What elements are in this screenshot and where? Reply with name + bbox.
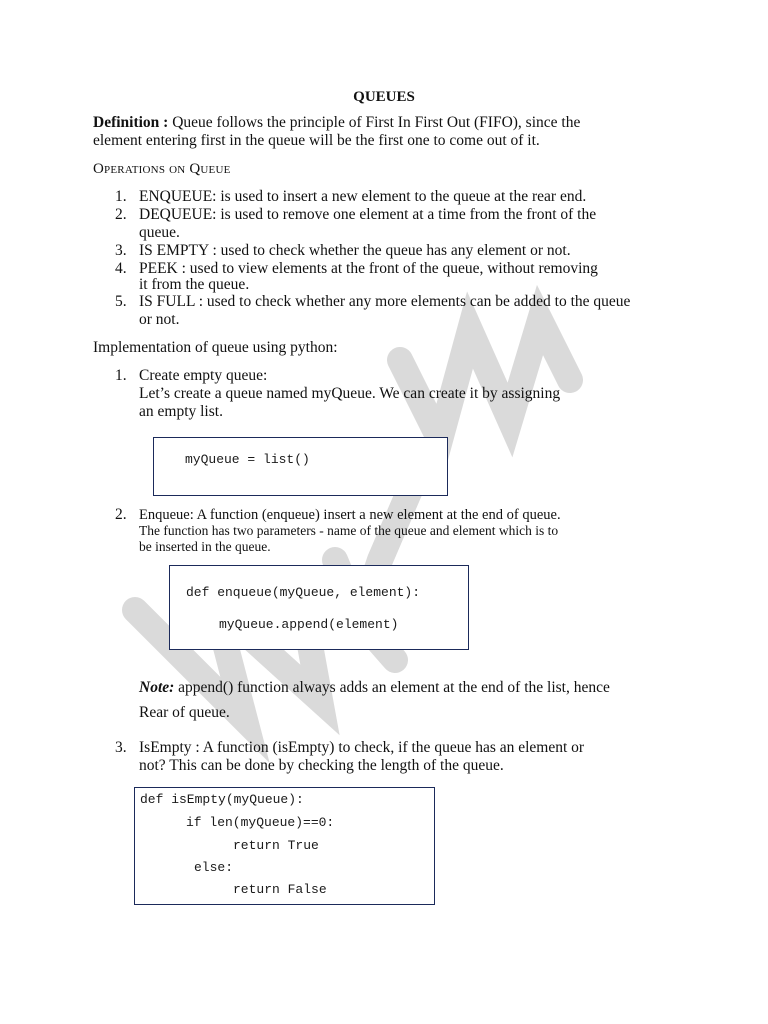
code-line: def isEmpty(myQueue): [140,792,304,807]
code-line: else: [194,860,234,875]
step3-desc: not? This can be done by checking the length of the queue. [139,757,504,774]
definition-label: Definition : [93,114,169,131]
step-number: 2. [115,506,127,523]
operation-number: 3. [115,242,127,259]
code-line: return True [233,838,319,853]
operation-dequeue: DEQUEUE: is used to remove one element at a time from the front of the [139,206,597,223]
page-title: QUEUES [353,89,415,105]
operation-isempty: IS EMPTY : used to check whether the queue has any element or not. [139,242,571,259]
code-line: myQueue = list() [185,452,310,467]
operation-peek-cont: it from the queue. [139,276,250,293]
operation-isfull-cont: or not. [139,311,180,328]
operation-number: 5. [115,293,127,310]
note-line-1: Note: append() function always adds an element at the end of the list, hence [139,679,610,696]
definition-line-2: element entering first in the queue will be the first one to come out of it. [93,132,540,149]
step1-title: Create empty queue: [139,367,268,384]
step3-label: IsEmpty [139,739,192,756]
step-number: 3. [115,739,127,756]
definition-text-1: Queue follows the principle of First In First Out (FIFO), since the [172,114,581,131]
code-line: return False [233,882,327,897]
operation-number: 4. [115,260,127,277]
code-box-create-queue [153,437,448,496]
operation-dequeue-cont: queue. [139,224,180,241]
step3-title-line: IsEmpty : A function (isEmpty) to check, if the queue has an element or [139,739,585,756]
definition-line-1 [93,114,580,132]
step-number: 1. [115,367,127,384]
code-box-isempty [134,787,435,905]
code-line: myQueue.append(element) [219,617,399,632]
step2-desc-1: The function has two parameters - name of the queue and element which is to [139,523,559,538]
code-line: if len(myQueue)==0: [186,815,335,830]
step1-desc-2: an empty list. [139,403,223,420]
step2-title-line: Enqueue: A function (enqueue) insert a new element at the end of queue. [139,507,561,523]
operations-heading: OPERATIONS ON QUEUE [93,161,231,177]
step1-desc-1: Let’s create a queue named myQueue. We can create it by assigning [139,385,561,402]
implementation-heading: Implementation of queue using python: [93,339,338,356]
step2-label: Enqueue: [139,507,194,523]
note-label: Note: [139,679,175,696]
step2-desc-2: be inserted in the queue. [139,539,271,554]
operation-isfull: IS FULL : used to check whether any more elements can be added to the queue [139,293,631,310]
operation-number: 1. [115,188,127,205]
code-line: def enqueue(myQueue, element): [186,585,421,600]
operation-number: 2. [115,206,127,223]
operation-enqueue: ENQUEUE: is used to insert a new element to the queue at the rear end. [139,188,587,205]
operation-peek: PEEK : used to view elements at the front of the queue, without removing [139,260,598,277]
note-line-2: Rear of queue. [139,704,230,721]
code-box-enqueue [169,565,469,650]
